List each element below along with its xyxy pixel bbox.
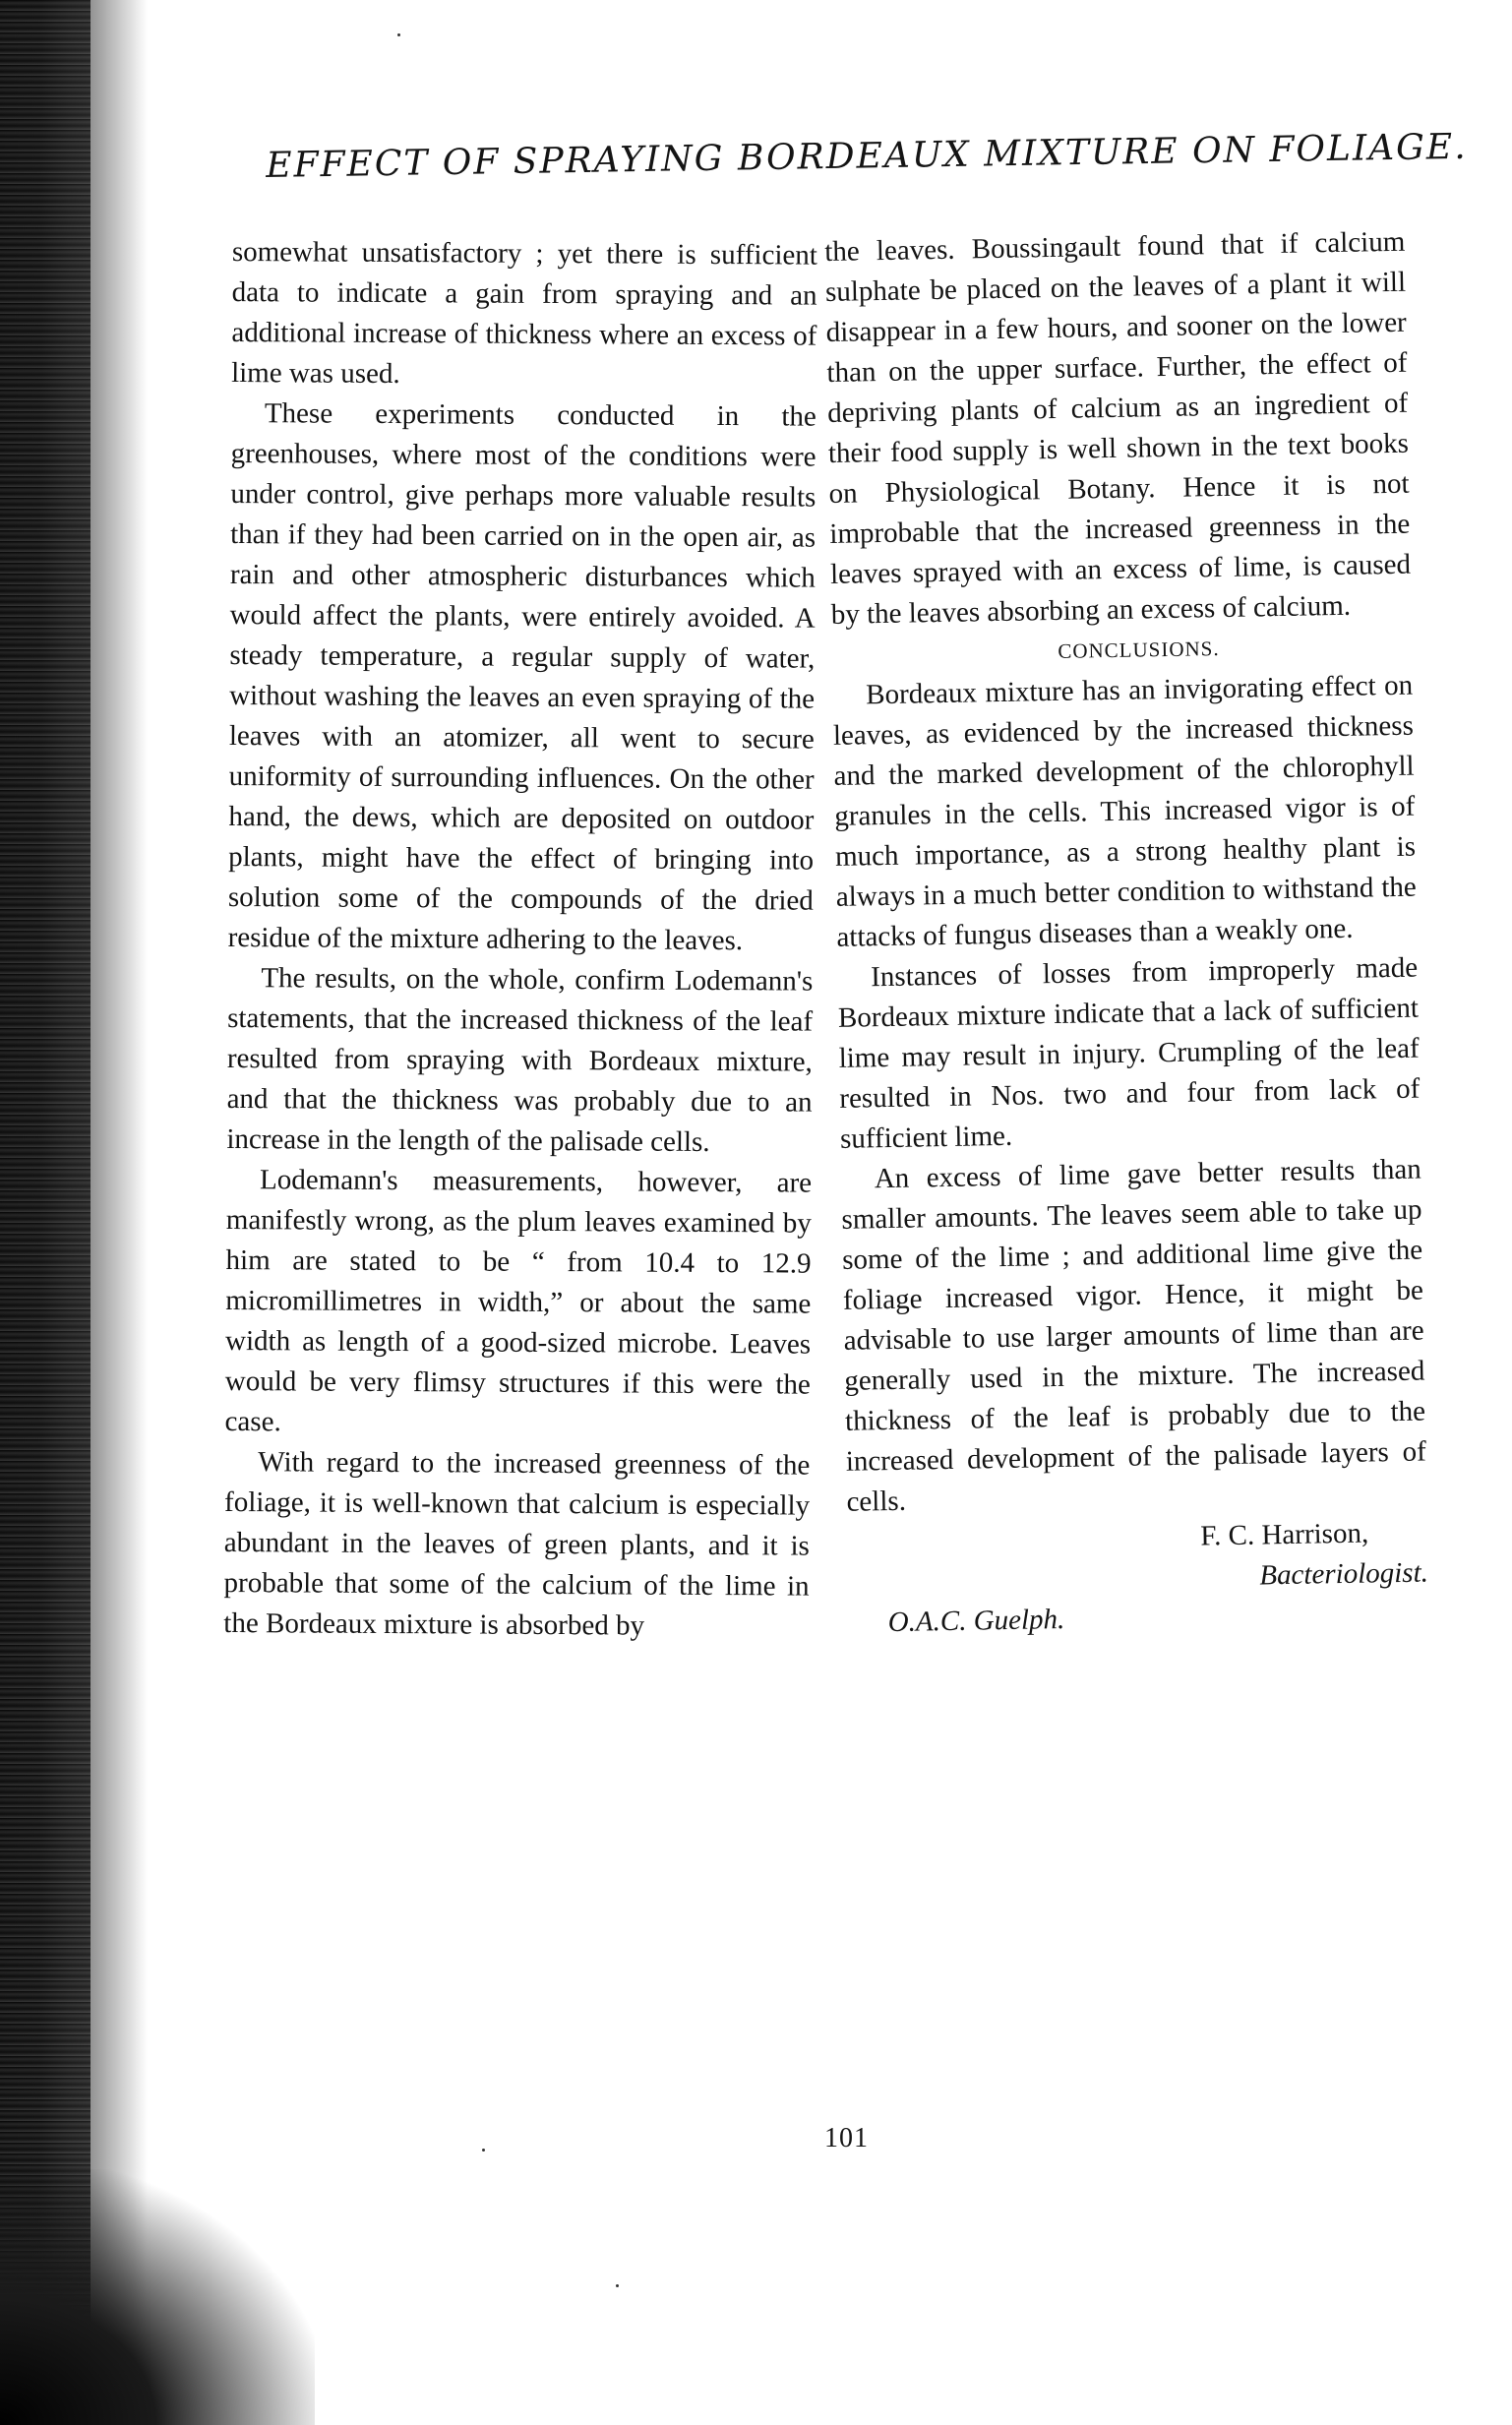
paragraph: Lodemann's measurements, however, are manifestly wrong, as the plum leaves examined by him are stated to be “ from 10.4 to 12.9 micromillimetres in width,” or about the same width as length of a good-sized microbe. Leaves would be very flimsy structures if this were the case. xyxy=(224,1164,813,1438)
author-name: F. C. Harrison, xyxy=(1200,1517,1369,1552)
spine-edge xyxy=(0,0,91,2425)
paper-speck xyxy=(397,33,400,36)
section-heading: CONCLUSIONS. xyxy=(1058,637,1220,663)
paper-speck xyxy=(482,2149,485,2152)
right-column xyxy=(824,222,1429,1644)
author-title: Bacteriologist. xyxy=(1259,1556,1429,1592)
paragraph: the leaves. Boussingault found that if calcium sulphate be placed on the leaves of a plant it will disappear in a few hours, and sooner on the lower than on the upper surface. Further, the effect of depriving plants of calcium as an ingredient of their food supply is well shown in the text books on Physiological Botany. Hence it is not improbable that the increased greenness in the leaves sprayed with an excess of lime, is caused by the leaves absorbing an excess of calcium. xyxy=(824,225,1412,631)
page-number: 101 xyxy=(824,2123,869,2153)
paper-speck xyxy=(616,2284,619,2287)
paragraph: With regard to the increased greenness of the foliage, it is well-known that calcium is especially abundant in the leaves of green plants, and it is probable that some of the calcium of the lime in the Bordeaux mixture is absorbed by xyxy=(223,1446,811,1642)
left-column xyxy=(223,232,817,1648)
corner-shadow xyxy=(0,2169,315,2425)
paragraph: Bordeaux mixture has an invigorating effect on leaves, as evidenced by the increased thickness and the marked development of the chlorophyll granules in the cells. This increased vigor is of much importance, as a strong healthy plant is always in a much better condition to withstand the attacks of fungus diseases than a weakly one. xyxy=(832,669,1417,953)
paragraph: somewhat unsatisfactory ; yet there is sufficient data to indicate a gain from spraying and an additional increase of thickness where an excess of lime was used. xyxy=(231,235,817,391)
paragraph: These experiments conducted in the greenhouses, where most of the conditions were under control, give perhaps more valuable results than if they had been carried on in the open air, as rain and other atmospheric disturbances which would affect the plants, were entirely avoided. A steady temperature, a regular supply of water, without washing the leaves an even spraying of the leaves with an atomizer, all went to secure uniformity of surrounding influences. On the other hand, the dews, which are deposited on outdoor plants, might have the effect of bringing into solution some of the compounds of the dried residue of the mixture adhering to the leaves. xyxy=(227,397,816,957)
running-head: EFFECT OF SPRAYING BORDEAUX MIXTURE ON FOLIAGE. xyxy=(266,126,1468,186)
paragraph: An excess of lime gave better results than smaller amounts. The leaves seem able to take up some of the lime ; and additional lime give the foliage increased vigor. Hence, it might be advisable to use larger amounts of lime than are generally used in the mixture. The increased thickness of the leaf is probably due to the increased development of the palisade layers of cells. xyxy=(841,1153,1427,1518)
paragraph: The results, on the whole, confirm Lodemann's statements, that the increased thickness of the leaf resulted from spraying with Bordeaux mixture, and that the thickness was probably due to an increase in the length of the palisade cells. xyxy=(226,962,814,1158)
paragraph: Instances of losses from improperly made Bordeaux mixture indicate that a lack of sufficient lime may result in injury. Crumpling of the leaf resulted in Nos. two and four from lack of sufficient lime. xyxy=(837,951,1421,1155)
affiliation: O.A.C. Guelph. xyxy=(887,1603,1065,1639)
